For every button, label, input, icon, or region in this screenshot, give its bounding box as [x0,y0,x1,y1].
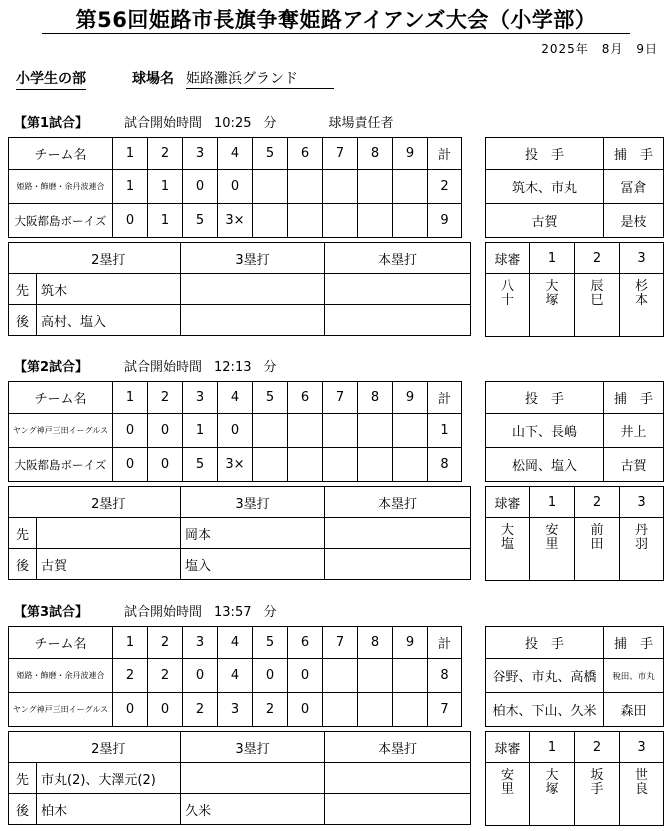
inning-score [288,448,323,482]
double-header: 2塁打 [37,732,181,763]
inning-score: 5 [183,204,218,238]
venue-label: 球場名 [132,71,174,87]
inning-score: 1 [148,170,183,204]
double-hitters: 市丸(2)、大澤元(2) [37,763,181,794]
total-score: 1 [428,414,462,448]
score-table [8,626,462,727]
inning-score: 0 [253,659,288,693]
inning-score [358,693,393,727]
inning-score [288,170,323,204]
battery-row [486,170,664,204]
umpire-name: 大塩 [500,523,514,552]
page-title: 第56回姫路市長旗争奪姫路アイアンズ大会（小学部） [75,8,597,32]
hr-hitters [325,518,471,549]
double-hitters: 柏木 [37,794,181,825]
umpire-row [486,763,664,826]
game-label: 【第3試合】 [14,605,89,620]
double-header: 2塁打 [37,243,181,274]
team-row [9,204,462,238]
umpire-base-header: 2 [575,732,620,763]
umpire-cell [575,518,620,581]
battery-table [485,137,664,238]
first-label: 先 [9,518,37,549]
umpire-cell [530,763,575,826]
hits-header-blank [9,732,37,763]
inning-header: 8 [358,627,393,659]
umpire-name: 坂手 [590,768,604,797]
inning-score: 0 [148,448,183,482]
double-hitters: 高村、塩入 [37,305,181,336]
inning-score [393,448,428,482]
hits-header-blank [9,487,37,518]
hits-header-blank [9,243,37,274]
inning-score [358,659,393,693]
inning-score [393,693,428,727]
hits-row-second [9,305,471,336]
catcher-header: 捕 手 [604,382,664,414]
team-row [9,170,462,204]
total-score: 8 [428,659,462,693]
hr-hitters [325,794,471,825]
umpire-base-header: 1 [530,243,575,274]
title-underline [42,33,630,34]
umpire-cell [575,274,620,337]
inning-header: 7 [323,627,358,659]
hr-hitters [325,305,471,336]
inning-score: 1 [148,204,183,238]
inning-score: 1 [113,170,148,204]
umpire-cell [620,763,664,826]
start-time-label: 試合開始時間 [124,116,203,131]
team-name: 姫路・飾磨・余丹波連合 [9,659,113,693]
umpire-cell [620,518,664,581]
umpire-base-header: 2 [575,243,620,274]
game-label: 【第2試合】 [14,360,89,375]
catchers: 稅田、市丸 [604,659,664,693]
umpire-row [486,518,664,581]
battery-row [486,659,664,693]
start-time: 13:57 [214,605,252,620]
division-label: 小学生の部 [16,68,86,90]
team-name: ヤング神戸三田イーグルス [9,693,113,727]
game-header [14,112,406,131]
umpire-name: 大塚 [545,279,559,308]
double-hitters: 筑木 [37,274,181,305]
umpire-base-header: 1 [530,732,575,763]
umpire-cell [530,274,575,337]
umpire-header-row [486,487,664,518]
battery-row [486,448,664,482]
triple-hitters [181,763,325,794]
umpire-header-row [486,243,664,274]
umpire-base-header: 3 [620,243,664,274]
inning-score: 0 [288,693,323,727]
inning-score: 3× [218,204,253,238]
catchers: 森田 [604,693,664,727]
hits-header-row [9,732,471,763]
score-table [8,381,462,482]
inning-score [253,414,288,448]
inning-score: 0 [288,659,323,693]
hr-hitters [325,549,471,580]
total-score: 9 [428,204,462,238]
pitchers: 古賀 [486,204,604,238]
umpire-cell [486,274,530,337]
inning-header: 7 [323,382,358,414]
umpire-name: 前田 [590,523,604,552]
inning-score [323,204,358,238]
umpire-base-header: 3 [620,732,664,763]
pitchers: 筑木、市丸 [486,170,604,204]
umpire-name: 安里 [545,523,559,552]
total-header: 計 [428,382,462,414]
score-header-row [9,382,462,414]
inning-header: 4 [218,382,253,414]
inning-header: 6 [288,627,323,659]
pitchers: 松岡、塩入 [486,448,604,482]
inning-score: 3× [218,448,253,482]
inning-header: 8 [358,382,393,414]
triple-hitters: 岡本 [181,518,325,549]
total-header: 計 [428,138,462,170]
hr-hitters [325,763,471,794]
inning-header: 9 [393,138,428,170]
inning-score: 1 [183,414,218,448]
hits-row-first [9,518,471,549]
inning-score [323,693,358,727]
inning-score [393,659,428,693]
umpire-cell [486,763,530,826]
inning-score: 0 [148,693,183,727]
game-header [14,601,341,620]
double-hitters [37,518,181,549]
score-header-row [9,627,462,659]
venue-info [132,68,334,89]
umpire-name: 世良 [634,768,648,797]
inning-score [253,448,288,482]
inning-score: 2 [148,659,183,693]
hr-header: 本塁打 [325,243,471,274]
first-label: 先 [9,274,37,305]
triple-hitters [181,305,325,336]
inning-header: 3 [183,138,218,170]
hits-row-second [9,794,471,825]
inning-header: 4 [218,138,253,170]
inning-score [358,170,393,204]
inning-score [393,170,428,204]
umpire-name: 丹羽 [634,523,648,552]
inning-score: 0 [183,659,218,693]
team-row [9,659,462,693]
inning-score: 0 [113,693,148,727]
report-date: 2025年 8月 9日 [541,42,658,56]
inning-score: 0 [148,414,183,448]
total-header: 計 [428,627,462,659]
first-label: 先 [9,763,37,794]
double-header: 2塁打 [37,487,181,518]
battery-header-row [486,138,664,170]
inning-score [358,448,393,482]
umpire-header: 球審 [486,487,530,518]
second-label: 後 [9,794,37,825]
hits-header-row [9,243,471,274]
inning-score [288,414,323,448]
venue-name: 姫路灘浜グランド [186,68,334,89]
inning-score: 0 [113,448,148,482]
triple-hitters: 塩入 [181,549,325,580]
umpire-name: 安里 [500,768,514,797]
umpire-header-row [486,732,664,763]
hr-hitters [325,274,471,305]
triple-header: 3塁打 [181,487,325,518]
team-name: 大阪都島ボーイズ [9,448,113,482]
inning-header: 2 [148,627,183,659]
inning-score [393,204,428,238]
inning-score: 0 [183,170,218,204]
start-time-unit: 分 [263,605,277,620]
pitcher-header: 投 手 [486,138,604,170]
umpire-header: 球審 [486,732,530,763]
inning-header: 1 [113,382,148,414]
hits-row-first [9,274,471,305]
inning-header: 6 [288,382,323,414]
hr-header: 本塁打 [325,487,471,518]
battery-table [485,626,664,727]
score-header-row [9,138,462,170]
inning-score [323,659,358,693]
triple-header: 3塁打 [181,732,325,763]
inning-header: 5 [253,138,288,170]
inning-score: 2 [113,659,148,693]
umpire-base-header: 2 [575,487,620,518]
second-label: 後 [9,549,37,580]
inning-score: 0 [218,170,253,204]
inning-header: 9 [393,382,428,414]
triple-hitters [181,274,325,305]
battery-header-row [486,382,664,414]
inning-header: 7 [323,138,358,170]
team-row [9,693,462,727]
inning-score [323,414,358,448]
inning-header: 3 [183,627,218,659]
team-header: チーム名 [9,627,113,659]
total-score: 8 [428,448,462,482]
inning-header: 4 [218,627,253,659]
team-name: 大阪都島ボーイズ [9,204,113,238]
umpire-base-header: 1 [530,487,575,518]
team-name: 姫路・飾磨・余丹波連合 [9,170,113,204]
umpire-table [485,731,664,826]
umpire-name: 辰巳 [590,279,604,308]
second-label: 後 [9,305,37,336]
inning-score [253,170,288,204]
start-time-unit: 分 [263,360,277,375]
start-time-unit: 分 [263,116,277,131]
inning-header: 9 [393,627,428,659]
umpire-cell [620,274,664,337]
game-header [14,356,341,375]
triple-header: 3塁打 [181,243,325,274]
inning-score: 2 [183,693,218,727]
score-table [8,137,462,238]
battery-row [486,414,664,448]
inning-score [358,204,393,238]
catcher-header: 捕 手 [604,627,664,659]
battery-table [485,381,664,482]
double-hitters: 古賀 [37,549,181,580]
game-label: 【第1試合】 [14,116,89,131]
team-name: ヤング神戸三田イーグルス [9,414,113,448]
team-header: チーム名 [9,138,113,170]
inning-header: 2 [148,138,183,170]
pitchers: 柏木、下山、久米 [486,693,604,727]
inning-score: 4 [218,659,253,693]
inning-score: 3 [218,693,253,727]
inning-header: 1 [113,627,148,659]
inning-score [358,414,393,448]
team-header: チーム名 [9,382,113,414]
umpire-table [485,486,664,581]
inning-header: 6 [288,138,323,170]
umpire-header: 球審 [486,243,530,274]
inning-score [253,204,288,238]
hits-row-first [9,763,471,794]
umpire-cell [575,763,620,826]
start-time-label: 試合開始時間 [124,605,203,620]
total-score: 7 [428,693,462,727]
inning-score: 5 [183,448,218,482]
umpire-cell [530,518,575,581]
hits-table [8,486,471,580]
umpire-row [486,274,664,337]
pitchers: 谷野、市丸、高橋 [486,659,604,693]
catchers: 是枝 [604,204,664,238]
catchers: 古賀 [604,448,664,482]
team-row [9,414,462,448]
inning-score: 0 [113,414,148,448]
umpire-name: 杉本 [634,279,648,308]
pitchers: 山下、長嶋 [486,414,604,448]
start-time: 12:13 [214,360,252,375]
inning-score [393,414,428,448]
inning-header: 5 [253,627,288,659]
inning-score: 0 [218,414,253,448]
catcher-header: 捕 手 [604,138,664,170]
battery-row [486,693,664,727]
hits-header-row [9,487,471,518]
pitcher-header: 投 手 [486,382,604,414]
battery-row [486,204,664,238]
hits-row-second [9,549,471,580]
inning-header: 3 [183,382,218,414]
umpire-name: 八十 [500,279,514,308]
inning-score [288,204,323,238]
inning-header: 2 [148,382,183,414]
umpire-cell [486,518,530,581]
hits-table [8,731,471,825]
field-manager-label: 球場責任者 [328,116,394,131]
umpire-base-header: 3 [620,487,664,518]
inning-header: 8 [358,138,393,170]
catchers: 冨倉 [604,170,664,204]
start-time: 10:25 [214,116,252,131]
inning-score: 2 [253,693,288,727]
start-time-label: 試合開始時間 [124,360,203,375]
inning-header: 5 [253,382,288,414]
hits-table [8,242,471,336]
inning-score: 0 [113,204,148,238]
triple-hitters: 久米 [181,794,325,825]
inning-score [323,170,358,204]
inning-score [323,448,358,482]
battery-header-row [486,627,664,659]
inning-header: 1 [113,138,148,170]
pitcher-header: 投 手 [486,627,604,659]
hr-header: 本塁打 [325,732,471,763]
umpire-table [485,242,664,337]
catchers: 井上 [604,414,664,448]
team-row [9,448,462,482]
total-score: 2 [428,170,462,204]
umpire-name: 大塚 [545,768,559,797]
